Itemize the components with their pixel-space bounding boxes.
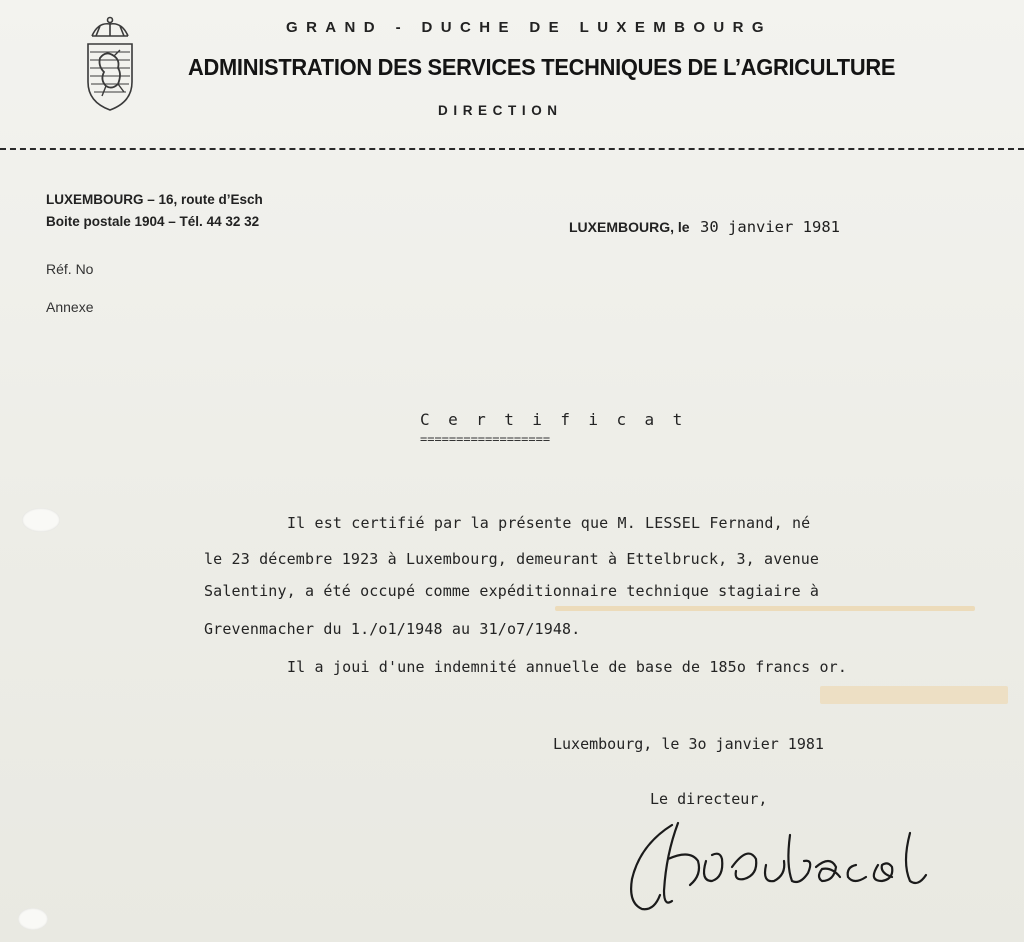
closing-role: Le directeur, — [650, 790, 768, 808]
document-title-underline: ================== — [420, 432, 551, 446]
dateline-date: 30 janvier 1981 — [700, 218, 841, 236]
address-line-2: Boite postale 1904 – Tél. 44 32 32 — [46, 214, 260, 229]
body-line: Salentiny, a été occupé comme expéditionnaire technique stagiaire à — [204, 582, 820, 600]
body-line: le 23 décembre 1923 à Luxembourg, demeurant à Ettelbruck, 3, avenue — [204, 550, 820, 568]
document-title: C e r t i f i c a t — [420, 410, 687, 429]
annex-label: Annexe — [46, 299, 94, 315]
header-administration: ADMINISTRATION DES SERVICES TECHNIQUES DE L’AGRICULTURE — [188, 54, 896, 80]
dateline — [569, 218, 840, 237]
header-country: GRAND - DUCHE DE LUXEMBOURG — [286, 19, 772, 36]
closing-place-date: Luxembourg, le 3o janvier 1981 — [553, 735, 824, 753]
reference-label: Réf. No — [46, 261, 94, 277]
body-line: Il est certifié par la présente que M. LESSEL Fernand, né — [287, 514, 811, 532]
body-line: Grevenmacher du 1./o1/1948 au 31/o7/1948. — [204, 620, 581, 638]
luxembourg-crest-icon — [78, 14, 142, 114]
punch-hole — [22, 508, 60, 532]
signature-icon — [620, 815, 970, 925]
highlight-mark — [555, 606, 975, 611]
punch-hole — [18, 908, 48, 930]
dateline-place: LUXEMBOURG, le — [569, 219, 690, 235]
header-divider — [0, 148, 1024, 150]
body-line: Il a joui d'une indemnité annuelle de base de 185o francs or. — [287, 658, 848, 676]
header-department: DIRECTION — [438, 103, 563, 118]
address-line-1: LUXEMBOURG – 16, route d’Esch — [46, 192, 263, 207]
highlight-mark — [820, 686, 1008, 704]
